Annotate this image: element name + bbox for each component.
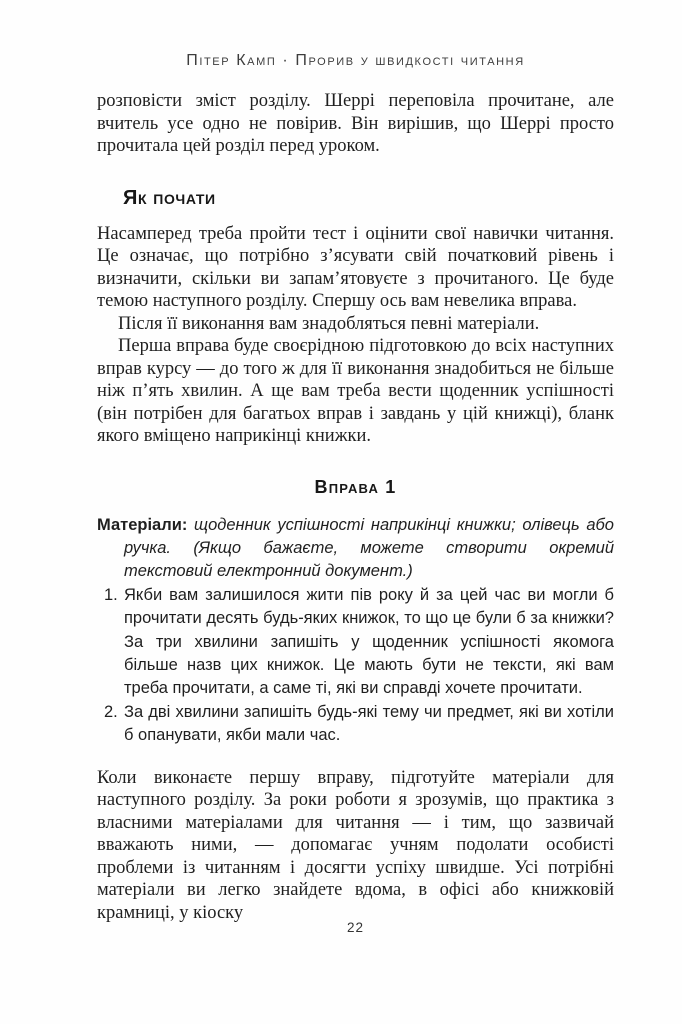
materials-line [97,514,614,584]
section-paragraph-3: Перша вправа буде своєрідною підготовкою до всіх наступних вправ курсу — до того ж для її виконання знадобиться не більше ніж п’ять хвилин. А ще вам треба вести щоденник успішності (він потрібен для багатьох вправ і завдань у цій книжці), бланк якого вміщено наприкінці книжки. [97,336,614,446]
exercise-step-1 [97,584,614,701]
exercise-step-2 [97,701,614,748]
materials-text: щоденник успішності наприкінці книжки; олівець або ручка. (Якщо бажаєте, можете створити окремий текстовий електронний документ.) [124,515,614,581]
step-number-2: 2. [104,702,118,721]
intro-paragraph: розповісти зміст розділу. Шеррі переповіла прочитане, але вчитель усе одно не повірив. Він вирішив, що Шеррі просто прочитала цей розділ перед уроком. [97,91,614,156]
section-paragraph-2: Після її виконання вам знадобляться певні матеріали. [118,313,540,334]
exercise-title: Вправа 1 [314,476,397,497]
section-heading: Як почати [123,186,216,209]
closing-paragraph: Коли виконаєте першу вправу, підготуйте матеріали для наступного розділу. За роки роботи я зрозумів, що практика з власними матеріалами для читання — і тим, що зазвичай вважають ними, — допомагає учням подолати особисті проблеми із читанням і досягти успіху швидше. Усі потрібні матеріали ви легко знайдете вдома, в офісі або книжковій крамниці, у кіоску [97,767,614,923]
step-text-1: Якби вам залишилося жити пів року й за цей час ви могли б прочитати десять будь-яких книжок, то що це були б за книжки? За три хвилини запишіть у щоденник успішності якомога більше назв цих книжок. Це мають бути не тексти, які вам треба прочитати, а саме ті, які ви справді хочете прочитати. [124,585,614,698]
materials-label: Матеріали: [97,515,188,534]
section-paragraph-1: Насамперед треба пройти тест і оцінити свої навички читання. Це означає, що потрібно з’ясувати свій початковий рівень і визначити, скільки ви запам’ятовуєте з прочитаного. Це буде темою наступного розділу. Спершу ось вам невелика вправа. [97,223,614,311]
step-number-1: 1. [104,585,118,604]
page-number: 22 [346,920,365,935]
exercise-steps [97,584,614,748]
running-head: Пітер Камп · Прорив у швидкості читання [186,52,525,69]
step-text-2: За дві хвилини запишіть будь-які тему чи предмет, які ви хотіли б опанувати, якби мали час. [124,702,614,745]
